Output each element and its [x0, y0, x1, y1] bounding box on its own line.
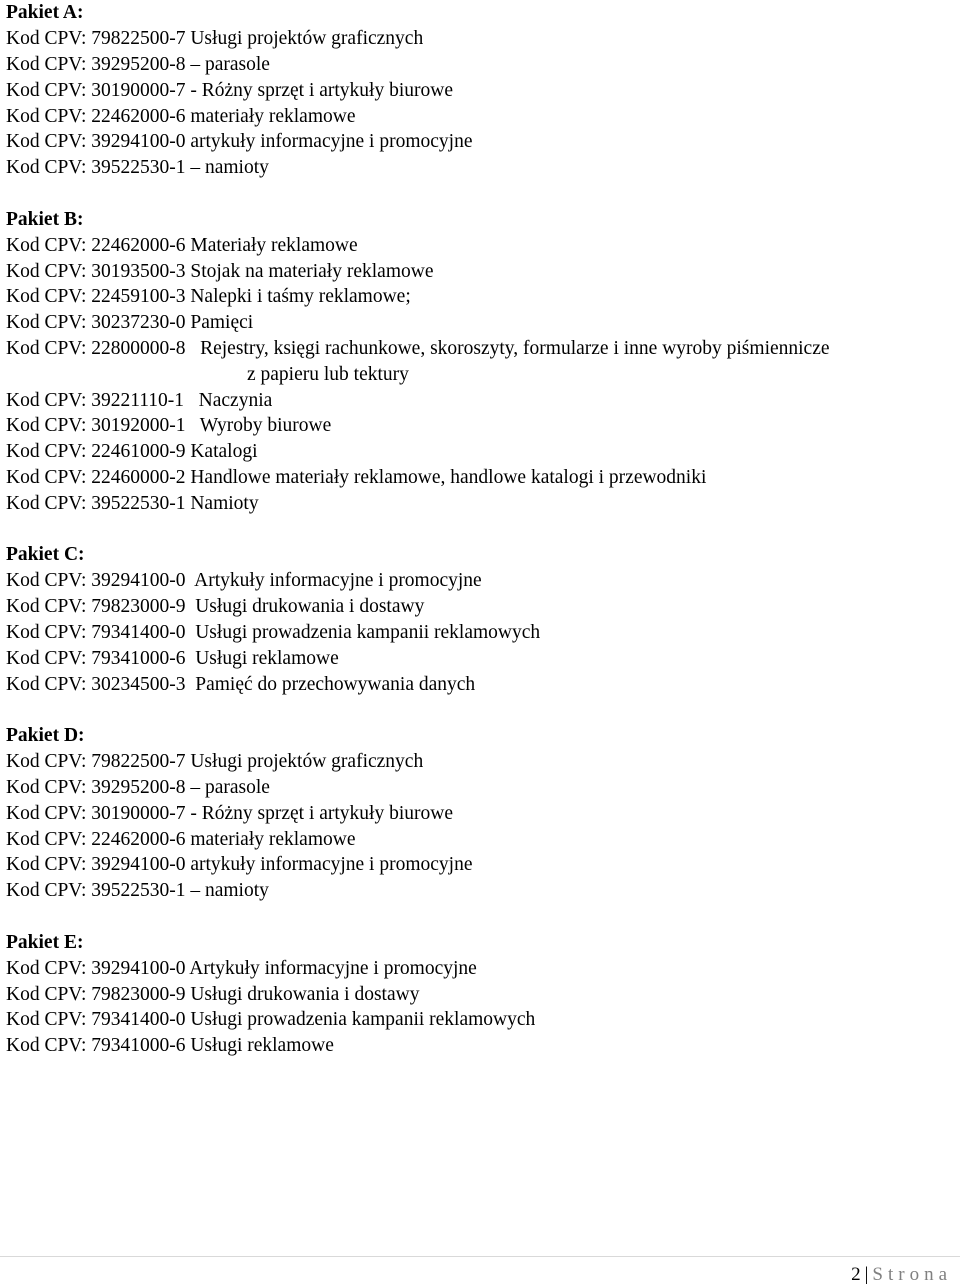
package-a: [6, 0, 956, 181]
cpv-line: Kod CPV: 39295200-8 – parasole: [6, 54, 270, 76]
cpv-line: Kod CPV: 30234500-3 Pamięć do przechowywania danych: [6, 673, 476, 695]
cpv-line: Kod CPV: 22462000-6 materiały reklamowe: [6, 828, 356, 850]
package-title: Pakiet E:: [6, 931, 84, 953]
cpv-line: Kod CPV: 39522530-1 – namioty: [6, 157, 269, 179]
package-c: [6, 542, 956, 697]
cpv-line: Kod CPV: 79823000-9 Usługi drukowania i dostawy: [6, 983, 420, 1005]
page-footer: [0, 1256, 960, 1284]
package-title: Pakiet C:: [6, 544, 85, 566]
page-number: 2: [851, 1264, 861, 1285]
package-title: Pakiet A:: [6, 2, 84, 23]
cpv-line: Kod CPV: 79823000-9 Usługi drukowania i dostawy: [6, 596, 425, 618]
footer-separator: |: [864, 1264, 869, 1285]
cpv-line: Kod CPV: 39295200-8 – parasole: [6, 777, 270, 799]
cpv-line: Kod CPV: 30193500-3 Stojak na materiały reklamowe: [6, 260, 434, 282]
cpv-line: Kod CPV: 79822500-7 Usługi projektów graficznych: [6, 28, 424, 50]
cpv-line: Kod CPV: 39294100-0 artykuły informacyjne i promocyjne: [6, 854, 473, 876]
cpv-line: Kod CPV: 30237230-0 Pamięci: [6, 312, 254, 334]
cpv-line: Kod CPV: 39221110-1 Naczynia: [6, 389, 273, 411]
package-d: [6, 723, 956, 904]
cpv-line: Kod CPV: 79341400-0 Usługi prowadzenia kampanii reklamowych: [6, 622, 541, 644]
cpv-line-continuation: [6, 362, 956, 388]
cpv-line: Kod CPV: 22462000-6 Materiały reklamowe: [6, 234, 358, 256]
cpv-line: Kod CPV: 79341400-0 Usługi prowadzenia kampanii reklamowych: [6, 1009, 536, 1031]
package-e: [6, 930, 956, 1059]
page-number-label: [851, 1264, 952, 1286]
cpv-line: Kod CPV: 22460000-2 Handlowe materiały reklamowe, handlowe katalogi i przewodniki: [6, 467, 707, 489]
cpv-line: Kod CPV: 79341000-6 Usługi reklamowe: [6, 1035, 334, 1057]
cpv-line: Kod CPV: 22459100-3 Nalepki i taśmy reklamowe;: [6, 286, 411, 308]
cpv-line: Kod CPV: 39294100-0 artykuły informacyjne i promocyjne: [6, 131, 473, 153]
cpv-line: Kod CPV: 39294100-0 Artykuły informacyjne i promocyjne: [6, 570, 482, 592]
cpv-line: Kod CPV: 79822500-7 Usługi projektów graficznych: [6, 751, 424, 773]
cpv-line: Kod CPV: 30192000-1 Wyroby biurowe: [6, 415, 332, 437]
page-word: Strona: [872, 1264, 952, 1285]
package-title: Pakiet D:: [6, 724, 85, 746]
cpv-line: Kod CPV: 22800000-8 Rejestry, księgi rachunkowe, skoroszyty, formularze i inne wyroby piśmiennicze: [6, 338, 830, 360]
package-title: Pakiet B:: [6, 208, 84, 230]
cpv-line: Kod CPV: 39522530-1 – namioty: [6, 880, 269, 902]
cpv-line: Kod CPV: 39522530-1 Namioty: [6, 492, 259, 514]
document-body: [6, 0, 956, 1084]
cpv-line: Kod CPV: 22462000-6 materiały reklamowe: [6, 105, 356, 127]
cpv-line: Kod CPV: 79341000-6 Usługi reklamowe: [6, 647, 339, 669]
cpv-line: Kod CPV: 22461000-9 Katalogi: [6, 441, 258, 463]
cpv-line: Kod CPV: 39294100-0 Artykuły informacyjne i promocyjne: [6, 957, 477, 979]
cpv-line: Kod CPV: 30190000-7 - Różny sprzęt i artykuły biurowe: [6, 79, 453, 101]
package-b: [6, 207, 956, 517]
footer-divider: [0, 1256, 960, 1257]
continuation-text: z papieru lub tektury: [247, 363, 409, 385]
cpv-line: Kod CPV: 30190000-7 - Różny sprzęt i artykuły biurowe: [6, 802, 453, 824]
